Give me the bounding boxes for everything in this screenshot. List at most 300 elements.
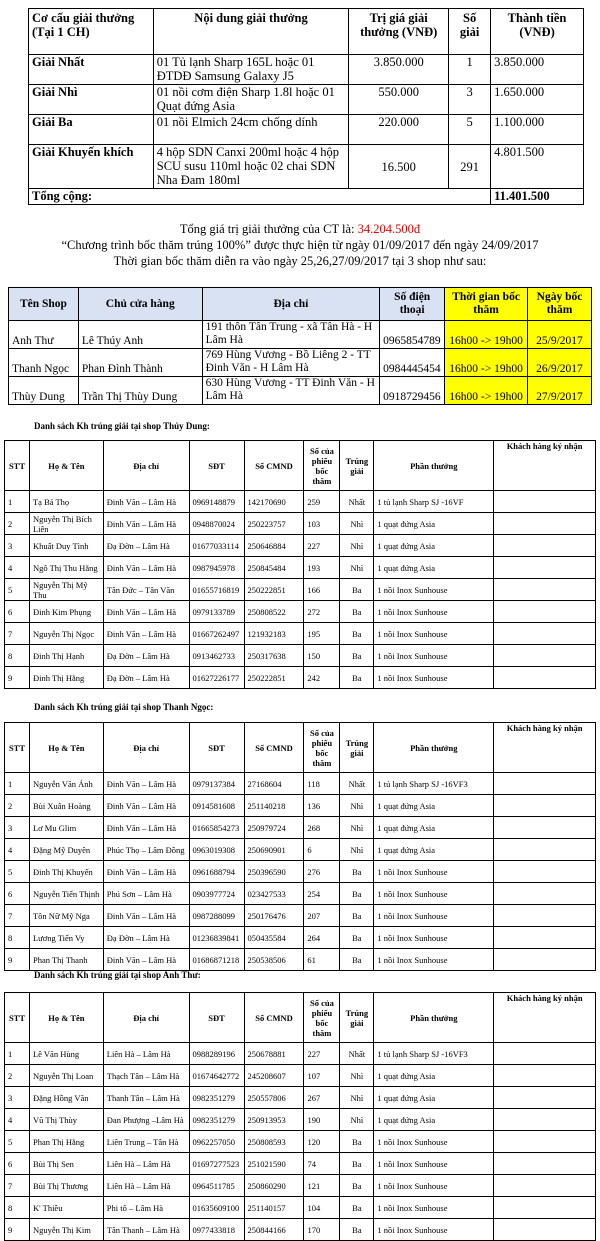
cell-reward: 1 nồi Inox Sunhouse — [374, 883, 494, 905]
header-prize-content: Nội dung giải thưởng — [153, 9, 349, 55]
cell-phone: 0903977724 — [189, 883, 244, 905]
cell-full-name: Đinh Thị Hạnh — [29, 645, 103, 667]
cell-stt: 7 — [5, 623, 30, 645]
prize-row — [29, 115, 584, 145]
cell-ticket-number: 272 — [304, 601, 340, 623]
header-id-number: Số CMND — [244, 993, 304, 1043]
cell-reward: 1 nồi Inox Sunhouse — [374, 927, 494, 949]
cell-prize-tier: Nhì — [340, 535, 374, 557]
cell-customer-signature — [494, 645, 596, 667]
cell-reward: 1 nồi Inox Sunhouse — [374, 667, 494, 689]
cell-prize-tier: Ba — [340, 1219, 374, 1241]
cell-address: Đinh Văn – Lâm Hà — [103, 623, 189, 645]
table-row — [5, 1109, 596, 1131]
cell-id-number: 250646884 — [244, 535, 304, 557]
cell-phone: 01697277523 — [189, 1153, 244, 1175]
cell-id-number: 023427533 — [244, 883, 304, 905]
cell-prize-tier: Ba — [340, 667, 374, 689]
cell-ticket-number: 61 — [304, 949, 340, 971]
prize-value: 550.000 — [349, 85, 449, 115]
header-phone: SĐT — [189, 441, 244, 491]
header-address: Địa chỉ — [103, 993, 189, 1043]
cell-prize-tier: Ba — [340, 905, 374, 927]
cell-ticket-number: 121 — [304, 1175, 340, 1197]
cell-phone: 0982351279 — [189, 1109, 244, 1131]
cell-reward: 1 nồi Inox Sunhouse — [374, 1197, 494, 1219]
cell-address: Tân Đức – Tân Văn — [103, 579, 189, 601]
table-row — [5, 927, 596, 949]
cell-prize-tier: Nhất — [340, 1043, 374, 1065]
cell-customer-signature — [494, 535, 596, 557]
header-full-name: Họ & Tên — [29, 723, 103, 773]
cell-ticket-number: 276 — [304, 861, 340, 883]
header-ticket-number: Số của phiếu bốc thăm — [304, 441, 340, 491]
shop-draw-date: 25/9/2017 — [528, 321, 592, 349]
cell-full-name: Phan Thị Thanh — [29, 949, 103, 971]
table-row — [5, 1043, 596, 1065]
cell-stt: 8 — [5, 645, 30, 667]
cell-phone: 0913462733 — [189, 645, 244, 667]
cell-phone: 0982351279 — [189, 1087, 244, 1109]
cell-id-number: 250538506 — [244, 949, 304, 971]
cell-phone: 01236839841 — [189, 927, 244, 949]
cell-stt: 5 — [5, 579, 30, 601]
cell-id-number: 142170690 — [244, 491, 304, 513]
cell-id-number: 250845484 — [244, 557, 304, 579]
cell-reward: 1 quạt đứng Asia — [374, 1109, 494, 1131]
cell-id-number: 250396590 — [244, 861, 304, 883]
cell-stt: 1 — [5, 491, 30, 513]
summary-total-label: Tổng giá trị giải thưởng của CT là: — [179, 222, 358, 236]
cell-stt: 6 — [5, 601, 30, 623]
cell-ticket-number: 242 — [304, 667, 340, 689]
cell-address: Đạ Đờn – Lâm Hà — [103, 927, 189, 949]
cell-phone: 0988289196 — [189, 1043, 244, 1065]
header-phone: Số điện thoại — [380, 288, 445, 321]
header-prize-tier: Cơ cấu giải thưởng (Tại 1 CH) — [29, 9, 154, 55]
cell-address: Đinh Văn – Lâm Hà — [103, 601, 189, 623]
cell-stt: 1 — [5, 773, 30, 795]
cell-full-name: Bùi Thị Thương — [29, 1175, 103, 1197]
header-draw-time: Thời gian bốc thăm — [445, 288, 528, 321]
cell-stt: 3 — [5, 817, 30, 839]
cell-phone: 0987288099 — [189, 905, 244, 927]
cell-address: Đạ Đờn – Lâm Hà — [103, 535, 189, 557]
cell-address: Đinh Văn – Lâm Hà — [103, 491, 189, 513]
cell-id-number: 121932183 — [244, 623, 304, 645]
cell-prize-tier: Nhì — [340, 1065, 374, 1087]
cell-prize-tier: Nhì — [340, 795, 374, 817]
shop-owner: Trần Thị Thùy Dung — [78, 377, 202, 405]
cell-customer-signature — [494, 773, 596, 795]
cell-stt: 2 — [5, 1065, 30, 1087]
winner-list-title-thanh-ngoc: Danh sách Kh trúng giải tại shop Thanh Ngọc: — [34, 702, 214, 712]
cell-reward: 1 quạt đứng Asia — [374, 1065, 494, 1087]
shop-name: Thùy Dung — [9, 377, 79, 405]
cell-reward: 1 nồi Inox Sunhouse — [374, 579, 494, 601]
cell-stt: 5 — [5, 1131, 30, 1153]
header-reward: Phần thưởng — [374, 723, 494, 773]
cell-prize-tier: Ba — [340, 1197, 374, 1219]
cell-id-number: 250223757 — [244, 513, 304, 535]
shop-draw-date: 26/9/2017 — [528, 349, 592, 377]
shop-draw-time: 16h00 -> 19h00 — [445, 321, 528, 349]
table-row — [5, 601, 596, 623]
prize-value: 3.850.000 — [349, 55, 449, 85]
prize-tier: Giải Nhì — [29, 85, 154, 115]
prize-count: 3 — [449, 85, 491, 115]
cell-stt: 3 — [5, 1087, 30, 1109]
cell-reward: 1 quạt đứng Asia — [374, 513, 494, 535]
shop-draw-time: 16h00 -> 19h00 — [445, 349, 528, 377]
cell-phone: 0979137384 — [189, 773, 244, 795]
cell-full-name: Nguyễn Tiến Thịnh — [29, 883, 103, 905]
cell-customer-signature — [494, 1087, 596, 1109]
cell-reward: 1 quạt đứng Asia — [374, 839, 494, 861]
prize-tier: Giải Nhất — [29, 55, 154, 85]
cell-id-number: 27168604 — [244, 773, 304, 795]
table-row — [5, 1153, 596, 1175]
cell-phone: 0979133789 — [189, 601, 244, 623]
table-row — [5, 667, 596, 689]
cell-address: Tân Thanh – Lâm Hà — [103, 1219, 189, 1241]
cell-reward: 1 tủ lạnh Sharp SJ -16VF3 — [374, 1043, 494, 1065]
prize-total: 1.650.000 — [491, 85, 584, 115]
cell-customer-signature — [494, 1175, 596, 1197]
cell-address: Thanh Tân – Lâm Hà — [103, 1087, 189, 1109]
table-row — [5, 535, 596, 557]
cell-full-name: Nguyễn Thị Loan — [29, 1065, 103, 1087]
prize-row — [29, 145, 584, 189]
cell-reward: 1 nồi Inox Sunhouse — [374, 861, 494, 883]
cell-prize-tier: Nhì — [340, 557, 374, 579]
shop-draw-date: 27/9/2017 — [528, 377, 592, 405]
cell-prize-tier: Ba — [340, 927, 374, 949]
cell-phone: 01677033114 — [189, 535, 244, 557]
shop-row — [9, 349, 592, 377]
prize-row — [29, 85, 584, 115]
table-row — [5, 557, 596, 579]
cell-full-name: K' Thiều — [29, 1197, 103, 1219]
table-row — [5, 839, 596, 861]
cell-phone: 0987945978 — [189, 557, 244, 579]
header-draw-date: Ngày bốc thăm — [528, 288, 592, 321]
shop-schedule-table — [8, 287, 592, 405]
cell-ticket-number: 259 — [304, 491, 340, 513]
cell-full-name: Bùi Xuân Hoàng — [29, 795, 103, 817]
cell-full-name: Đặng Hồng Văn — [29, 1087, 103, 1109]
cell-ticket-number: 267 — [304, 1087, 340, 1109]
cell-address: Liên Trung – Tân Hà — [103, 1131, 189, 1153]
prize-count: 1 — [449, 55, 491, 85]
cell-reward: 1 nồi Inox Sunhouse — [374, 645, 494, 667]
cell-full-name: Đinh Thị Khuyến — [29, 861, 103, 883]
prize-content: 4 hộp SDN Canxi 200ml hoặc 4 hộp SCU susu 110ml hoặc 02 chai SDN Nha Đam 180ml — [153, 145, 349, 189]
header-reward: Phần thưởng — [374, 993, 494, 1043]
shop-address: 191 thôn Tân Trung - xã Tân Hà - H Lâm Hà — [202, 321, 380, 349]
cell-stt: 6 — [5, 1153, 30, 1175]
prize-content: 01 nồi Elmich 24cm chống dính — [153, 115, 349, 145]
cell-customer-signature — [494, 1109, 596, 1131]
header-prize-count: Số giải — [449, 9, 491, 55]
cell-phone: 01686871218 — [189, 949, 244, 971]
cell-stt: 5 — [5, 861, 30, 883]
table-row — [5, 491, 596, 513]
cell-customer-signature — [494, 1131, 596, 1153]
cell-ticket-number: 118 — [304, 773, 340, 795]
cell-full-name: Nguyễn Thị Bích Liên — [29, 513, 103, 535]
cell-full-name: Tôn Nữ Mỹ Nga — [29, 905, 103, 927]
cell-address: Liên Hà – Lâm Hà — [103, 1153, 189, 1175]
cell-reward: 1 nồi Inox Sunhouse — [374, 1175, 494, 1197]
cell-address: Đinh Văn – Lâm Hà — [103, 905, 189, 927]
prize-total: 4.801.500 — [491, 145, 584, 189]
cell-id-number: 250176476 — [244, 905, 304, 927]
cell-full-name: Khuất Duy Tình — [29, 535, 103, 557]
prize-content: 01 nồi cơm điện Sharp 1.8l hoặc 01 Quạt đứng Asia — [153, 85, 349, 115]
cell-prize-tier: Ba — [340, 645, 374, 667]
cell-customer-signature — [494, 795, 596, 817]
cell-prize-tier: Ba — [340, 1175, 374, 1197]
header-phone: SĐT — [189, 723, 244, 773]
cell-id-number: 250222851 — [244, 579, 304, 601]
cell-ticket-number: 170 — [304, 1219, 340, 1241]
cell-customer-signature — [494, 667, 596, 689]
cell-address: Đan Phượng –Lâm Hà — [103, 1109, 189, 1131]
winner-table-thuy-dung — [4, 440, 596, 689]
cell-ticket-number: 104 — [304, 1197, 340, 1219]
summary-program-period: “Chương trình bốc thăm trúng 100%” được thực hiện từ ngày 01/09/2017 đến ngày 24/09/2017 — [61, 238, 539, 252]
shop-owner: Lê Thúy Anh — [78, 321, 202, 349]
header-prize-value: Trị giá giải thưởng (VNĐ) — [349, 9, 449, 55]
cell-customer-signature — [494, 949, 596, 971]
cell-full-name: Ngô Thị Thu Hằng — [29, 557, 103, 579]
cell-address: Đinh Văn – Lâm Hà — [103, 861, 189, 883]
header-address: Địa chỉ — [103, 723, 189, 773]
cell-customer-signature — [494, 1043, 596, 1065]
header-phone: SĐT — [189, 993, 244, 1043]
cell-prize-tier: Ba — [340, 861, 374, 883]
cell-phone: 01627226177 — [189, 667, 244, 689]
cell-full-name: Lương Tiến Vy — [29, 927, 103, 949]
shop-draw-time: 16h00 -> 19h00 — [445, 377, 528, 405]
cell-stt: 9 — [5, 949, 30, 971]
cell-full-name: Bùi Thị Sen — [29, 1153, 103, 1175]
header-prize-tier: Trúng giải — [340, 723, 374, 773]
cell-prize-tier: Nhì — [340, 1109, 374, 1131]
cell-reward: 1 nồi Inox Sunhouse — [374, 905, 494, 927]
cell-stt: 4 — [5, 1109, 30, 1131]
header-id-number: Số CMND — [244, 441, 304, 491]
cell-full-name: Đặng Mỹ Duyên — [29, 839, 103, 861]
cell-phone: 0977433818 — [189, 1219, 244, 1241]
cell-ticket-number: 150 — [304, 645, 340, 667]
summary-draw-schedule: Thời gian bốc thăm diễn ra vào ngày 25,26,27/09/2017 tại 3 shop như sau: — [113, 254, 487, 268]
cell-phone: 01667262497 — [189, 623, 244, 645]
cell-stt: 4 — [5, 839, 30, 861]
cell-address: Phú Sơn – Lâm Hà — [103, 883, 189, 905]
winner-list-title-anh-thu: Danh sách Kh trúng giải tại shop Anh Thư: — [34, 970, 201, 980]
header-prize-tier: Trúng giải — [340, 993, 374, 1043]
cell-customer-signature — [494, 1065, 596, 1087]
table-row — [5, 1219, 596, 1241]
cell-reward: 1 nồi Inox Sunhouse — [374, 1153, 494, 1175]
cell-address: Đinh Văn – Lâm Hà — [103, 817, 189, 839]
cell-address: Đinh Văn – Lâm Hà — [103, 513, 189, 535]
cell-id-number: 250808522 — [244, 601, 304, 623]
shop-row — [9, 377, 592, 405]
cell-id-number: 250979724 — [244, 817, 304, 839]
header-address: Địa chỉ — [202, 288, 380, 321]
header-prize-tier: Trúng giải — [340, 441, 374, 491]
table-row — [5, 623, 596, 645]
shop-row — [9, 321, 592, 349]
cell-ticket-number: 6 — [304, 839, 340, 861]
table-row — [5, 645, 596, 667]
cell-full-name: Tạ Bá Thọ — [29, 491, 103, 513]
header-stt: STT — [5, 441, 30, 491]
cell-prize-tier: Ba — [340, 579, 374, 601]
table-row — [5, 883, 596, 905]
cell-stt: 9 — [5, 1219, 30, 1241]
shop-name: Anh Thư — [9, 321, 79, 349]
cell-full-name: Đinh Thị Hằng — [29, 667, 103, 689]
cell-customer-signature — [494, 557, 596, 579]
cell-prize-tier: Nhất — [340, 491, 374, 513]
prize-count: 5 — [449, 115, 491, 145]
table-row — [5, 1087, 596, 1109]
cell-stt: 2 — [5, 513, 30, 535]
winner-table-anh-thu — [4, 992, 596, 1241]
cell-address: Đạ Đờn – Lâm Hà — [103, 667, 189, 689]
cell-customer-signature — [494, 623, 596, 645]
cell-ticket-number: 254 — [304, 883, 340, 905]
table-row — [5, 1175, 596, 1197]
cell-reward: 1 nồi Inox Sunhouse — [374, 1131, 494, 1153]
summary-total-value: 34.204.500đ — [357, 222, 421, 236]
cell-ticket-number: 190 — [304, 1109, 340, 1131]
cell-customer-signature — [494, 883, 596, 905]
table-row — [5, 905, 596, 927]
cell-customer-signature — [494, 601, 596, 623]
cell-stt: 4 — [5, 557, 30, 579]
cell-full-name: Nguyễn Thị Kim — [29, 1219, 103, 1241]
prize-row — [29, 55, 584, 85]
cell-prize-tier: Nhì — [340, 513, 374, 535]
header-stt: STT — [5, 993, 30, 1043]
cell-id-number: 250913953 — [244, 1109, 304, 1131]
prize-content: 01 Tủ lạnh Sharp 165L hoặc 01 ĐTDĐ Samsung Galaxy J5 — [153, 55, 349, 85]
cell-stt: 7 — [5, 1175, 30, 1197]
summary-total-line — [0, 222, 600, 236]
cell-reward: 1 quạt đứng Asia — [374, 557, 494, 579]
prize-total: 1.100.000 — [491, 115, 584, 145]
cell-customer-signature — [494, 927, 596, 949]
cell-reward: 1 nồi Inox Sunhouse — [374, 623, 494, 645]
header-stt: STT — [5, 723, 30, 773]
header-full-name: Họ & Tên — [29, 993, 103, 1043]
cell-address: Thạch Tân – Lâm Hà — [103, 1065, 189, 1087]
cell-ticket-number: 120 — [304, 1131, 340, 1153]
cell-customer-signature — [494, 1219, 596, 1241]
cell-stt: 6 — [5, 883, 30, 905]
cell-id-number: 250690901 — [244, 839, 304, 861]
cell-id-number: 250808593 — [244, 1131, 304, 1153]
cell-reward: 1 nồi Inox Sunhouse — [374, 1219, 494, 1241]
table-row — [5, 1131, 596, 1153]
cell-address: Đinh Văn – Lâm Hà — [103, 773, 189, 795]
cell-phone: 0948870024 — [189, 513, 244, 535]
cell-prize-tier: Nhì — [340, 1087, 374, 1109]
shop-address: 630 Hùng Vương - TT Đinh Văn - H Lâm Hà — [202, 377, 380, 405]
cell-full-name: Lê Văn Hùng — [29, 1043, 103, 1065]
cell-prize-tier: Nhất — [340, 773, 374, 795]
cell-prize-tier: Ba — [340, 623, 374, 645]
cell-phone: 01674642772 — [189, 1065, 244, 1087]
shop-owner: Phan Đình Thành — [78, 349, 202, 377]
cell-prize-tier: Ba — [340, 1153, 374, 1175]
cell-id-number: 245208607 — [244, 1065, 304, 1087]
cell-reward: 1 nồi Inox Sunhouse — [374, 949, 494, 971]
cell-ticket-number: 268 — [304, 817, 340, 839]
shop-name: Thanh Ngọc — [9, 349, 79, 377]
cell-id-number: 250222851 — [244, 667, 304, 689]
cell-reward: 1 tủ lạnh Sharp SJ -16VF — [374, 491, 494, 513]
cell-full-name: Nguyễn Thị Ngọc — [29, 623, 103, 645]
cell-stt: 7 — [5, 905, 30, 927]
cell-ticket-number: 227 — [304, 535, 340, 557]
prize-tier: Giải Ba — [29, 115, 154, 145]
header-ticket-number: Số của phiếu bốc thăm — [304, 723, 340, 773]
cell-stt: 8 — [5, 1197, 30, 1219]
prize-value: 16.500 — [349, 145, 449, 189]
cell-address: Đinh Văn – Lâm Hà — [103, 795, 189, 817]
cell-full-name: Phan Thị Hằng — [29, 1131, 103, 1153]
cell-full-name: Lơ Mu Glim — [29, 817, 103, 839]
cell-customer-signature — [494, 1153, 596, 1175]
cell-stt: 3 — [5, 535, 30, 557]
header-shop: Tên Shop — [9, 288, 79, 321]
header-customer-signature: Khách hàng ký nhận — [494, 723, 596, 773]
cell-customer-signature — [494, 579, 596, 601]
cell-ticket-number: 107 — [304, 1065, 340, 1087]
cell-ticket-number: 136 — [304, 795, 340, 817]
cell-id-number: 250557806 — [244, 1087, 304, 1109]
cell-prize-tier: Ba — [340, 601, 374, 623]
header-full-name: Họ & Tên — [29, 441, 103, 491]
cell-ticket-number: 103 — [304, 513, 340, 535]
table-row — [5, 513, 596, 535]
shop-phone: 0965854789 — [380, 321, 445, 349]
cell-customer-signature — [494, 905, 596, 927]
total-value: 11.401.500 — [491, 189, 584, 205]
cell-reward: 1 tủ lạnh Sharp SJ -16VF3 — [374, 773, 494, 795]
table-row — [5, 817, 596, 839]
cell-ticket-number: 74 — [304, 1153, 340, 1175]
table-row — [5, 773, 596, 795]
table-row — [5, 949, 596, 971]
header-address: Địa chỉ — [103, 441, 189, 491]
cell-phone: 0963019308 — [189, 839, 244, 861]
cell-reward: 1 quạt đứng Asia — [374, 817, 494, 839]
header-prize-total: Thành tiền (VNĐ) — [491, 9, 584, 55]
table-row — [5, 1065, 596, 1087]
header-id-number: Số CMND — [244, 723, 304, 773]
prize-total: 3.850.000 — [491, 55, 584, 85]
cell-phone: 0962257050 — [189, 1131, 244, 1153]
cell-address: Đạ Đờn – Lâm Hà — [103, 645, 189, 667]
cell-phone: 01655716819 — [189, 579, 244, 601]
